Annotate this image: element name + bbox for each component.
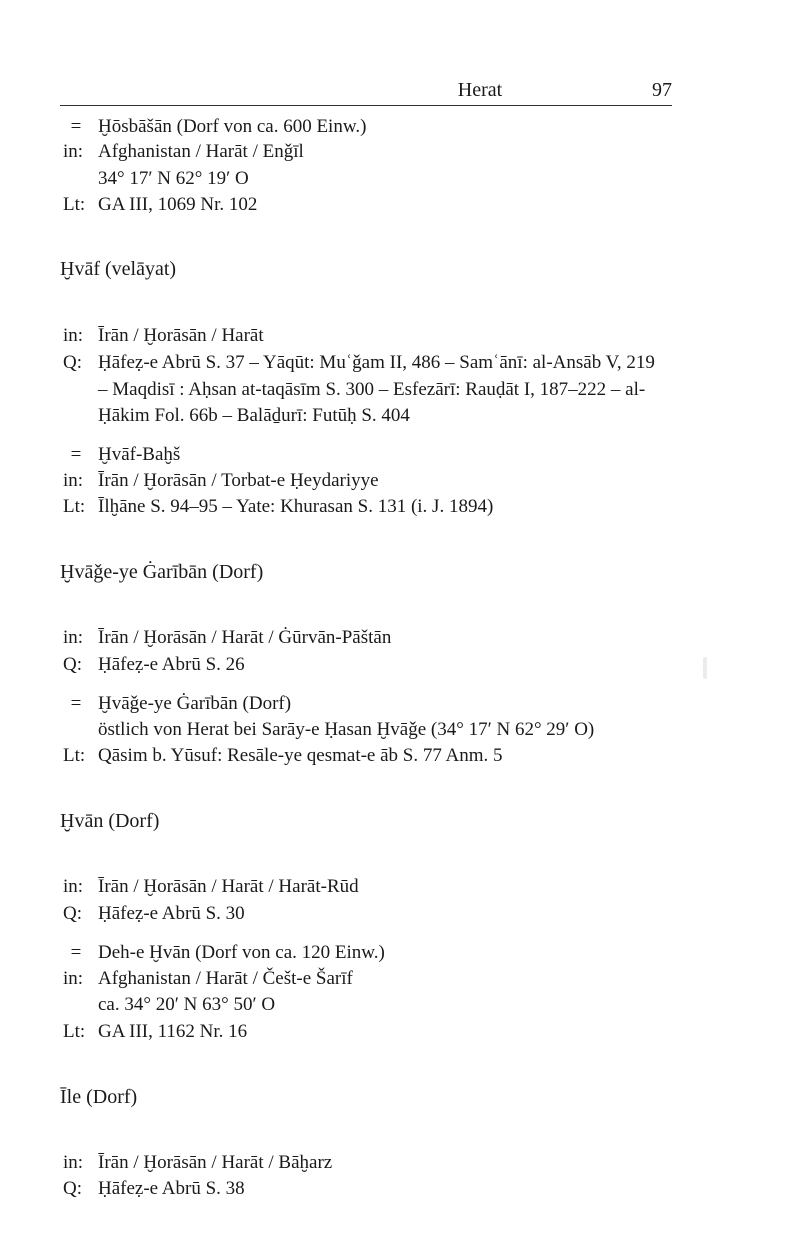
entry-line	[63, 690, 291, 717]
entry-line	[63, 1175, 245, 1202]
line-text: Ḥākim Fol. 66b – Balāḏurī: Futūḥ S. 404	[98, 405, 410, 426]
line-tag: =	[70, 942, 82, 963]
line-text: Īrān / Ḫorāsān / Harāt / Harāt-Rūd	[98, 876, 359, 897]
line-text: GA III, 1162 Nr. 16	[98, 1021, 248, 1042]
line-tag: in:	[63, 141, 84, 162]
line-tag: Q:	[63, 1178, 82, 1199]
heading-rest: (Dorf)	[207, 561, 264, 583]
entry-line	[63, 900, 245, 927]
line-text: Īrān / Ḫorāsān / Harāt	[98, 325, 264, 346]
entry-line	[63, 191, 257, 218]
line-tag: Lt:	[63, 496, 86, 517]
line-tag: in:	[63, 968, 84, 989]
entry-line	[98, 165, 249, 192]
entry-heading	[60, 559, 263, 586]
line-text: Deh-e Ḫvān (Dorf von ca. 120 Einw.)	[98, 942, 385, 963]
entry-line	[63, 1018, 247, 1045]
line-tag: Lt:	[63, 745, 86, 766]
line-text: Afghanistan / Harāt / Češt-e Šarīf	[98, 968, 353, 989]
line-tag: in:	[63, 325, 84, 346]
line-text: – Maqdisī : Aḥsan at-taqāsīm S. 300 – Esfezārī: Rauḍāt I, 187–222 – al-	[98, 379, 646, 400]
line-text: östlich von Herat bei Sarāy-e Ḥasan Ḫvāǧe (34° 17′ N 62° 29′ O)	[98, 719, 595, 740]
line-text: Īrān / Ḫorāsān / Harāt / Ġūrvān-Pāštān	[98, 627, 392, 648]
line-text: Īlḫāne S. 94–95 – Yate: Khurasan S. 131 (i. J. 1894)	[98, 496, 494, 517]
page-number: 97	[652, 79, 672, 101]
entry-line	[63, 742, 503, 769]
entry-line	[63, 493, 493, 520]
entry-line	[63, 873, 359, 900]
line-text: Ḫōsbāšān (Dorf von ca. 600 Einw.)	[98, 116, 367, 137]
entry-line	[63, 965, 353, 992]
line-text: Qāsim b. Yūsuf: Resāle-ye qesmat-e āb S. 77 Anm. 5	[98, 745, 503, 766]
line-tag: in:	[63, 1152, 84, 1173]
line-text: Ḫvāǧe-ye Ġarībān (Dorf)	[98, 693, 292, 714]
line-tag: Q:	[63, 352, 82, 373]
line-text: Ḥāfeẓ-e Abrū S. 37 – Yāqūt: Muʿǧam II, 486 – Samʿānī: al-Ansāb V, 219	[98, 352, 655, 373]
heading-rest: (Dorf)	[103, 810, 160, 832]
entry-heading	[60, 808, 159, 835]
line-text: Ḥāfeẓ-e Abrū S. 30	[98, 903, 245, 924]
line-tag: =	[70, 693, 82, 714]
line-text: GA III, 1069 Nr. 102	[98, 194, 258, 215]
entry-heading	[60, 1084, 137, 1111]
line-tag: =	[70, 116, 82, 137]
entry-line	[98, 991, 275, 1018]
heading-rest: (velāyat)	[99, 258, 177, 280]
line-tag: in:	[63, 470, 84, 491]
line-text: Īrān / Ḫorāsān / Harāt / Bāḫarz	[98, 1152, 333, 1173]
line-tag: =	[70, 444, 82, 465]
page-smudge	[703, 657, 707, 679]
entry-line	[63, 441, 180, 468]
heading-name: Īle	[60, 1086, 82, 1108]
line-tag: Lt:	[63, 194, 86, 215]
entry-line	[98, 402, 410, 429]
entry-line	[98, 716, 594, 743]
line-text: Ḫvāf-Baḫš	[98, 444, 181, 465]
line-tag: Q:	[63, 654, 82, 675]
running-header-title: Herat	[457, 79, 503, 101]
line-tag: in:	[63, 627, 84, 648]
line-text: Afghanistan / Harāt / Enǧīl	[98, 141, 304, 162]
entry-line	[63, 113, 366, 140]
heading-name: Ḫvān	[60, 810, 104, 832]
entry-line	[63, 624, 391, 651]
line-tag: in:	[63, 876, 84, 897]
entry-line	[63, 349, 655, 376]
entry-line	[63, 322, 264, 349]
heading-rest: (Dorf)	[81, 1086, 138, 1108]
line-text: ca. 34° 20′ N 63° 50′ O	[98, 994, 276, 1015]
entry-line	[63, 1149, 332, 1176]
line-tag: Lt:	[63, 1021, 86, 1042]
entry-line	[63, 939, 385, 966]
entry-line	[63, 138, 304, 165]
line-text: Ḥāfeẓ-e Abrū S. 26	[98, 654, 245, 675]
entry-line	[63, 651, 245, 678]
heading-name: Ḫvāǧe-ye Ġarībān	[60, 561, 208, 583]
line-text: Īrān / Ḫorāsān / Torbat-e Ḥeydariyye	[98, 470, 379, 491]
entry-heading	[60, 256, 176, 283]
entry-line	[63, 467, 379, 494]
entry-line	[98, 376, 645, 403]
line-tag: Q:	[63, 903, 82, 924]
line-text: Ḥāfeẓ-e Abrū S. 38	[98, 1178, 245, 1199]
header-rule	[60, 105, 672, 106]
heading-name: Ḫvāf	[60, 258, 100, 280]
line-text: 34° 17′ N 62° 19′ O	[98, 168, 249, 189]
